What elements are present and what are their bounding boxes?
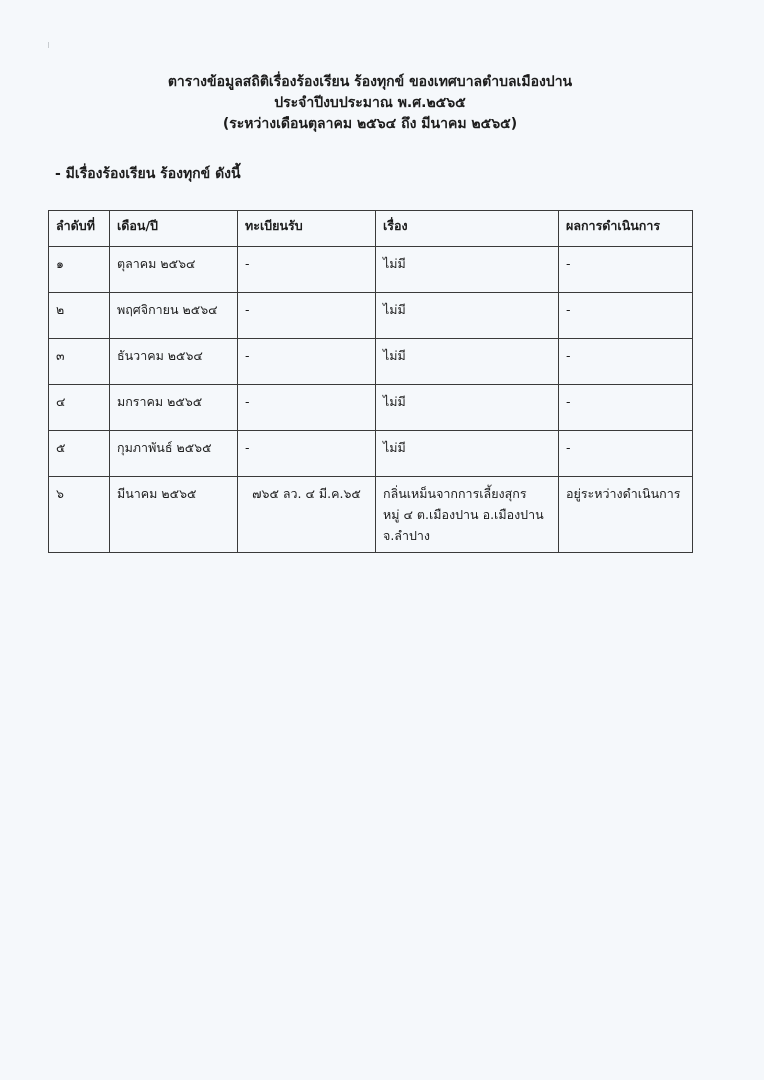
cell-seq: ๑ xyxy=(49,247,110,293)
scan-mark xyxy=(48,42,52,48)
cell-month: มีนาคม ๒๕๖๕ xyxy=(110,477,238,553)
subject-line-1: กลิ่นเหม็นจากการเลี้ยงสุกร xyxy=(383,486,527,501)
cell-result: อยู่ระหว่างดำเนินการ xyxy=(559,477,693,553)
table-row xyxy=(49,431,693,477)
cell-result: - xyxy=(559,293,693,339)
cell-month: มกราคม ๒๕๖๕ xyxy=(110,385,238,431)
cell-registry: - xyxy=(238,339,376,385)
cell-seq: ๖ xyxy=(49,477,110,553)
header-registry: ทะเบียนรับ xyxy=(238,211,376,247)
cell-subject: ไม่มี xyxy=(376,293,559,339)
cell-registry: - xyxy=(238,247,376,293)
cell-seq: ๕ xyxy=(49,431,110,477)
complaints-table xyxy=(48,210,693,553)
cell-month: กุมภาพันธ์ ๒๕๖๕ xyxy=(110,431,238,477)
cell-subject: ไม่มี xyxy=(376,385,559,431)
cell-subject xyxy=(376,477,559,553)
table-row xyxy=(49,477,693,553)
header-subject: เรื่อง xyxy=(376,211,559,247)
cell-seq: ๔ xyxy=(49,385,110,431)
header-month: เดือน/ปี xyxy=(110,211,238,247)
cell-registry: - xyxy=(238,293,376,339)
table-header-row xyxy=(49,211,693,247)
table-row xyxy=(49,247,693,293)
subheading: - มีเรื่องร้องเรียน ร้องทุกข์ ดังนี้ xyxy=(55,166,241,182)
cell-month: ธันวาคม ๒๕๖๔ xyxy=(110,339,238,385)
cell-result: - xyxy=(559,385,693,431)
table-row xyxy=(49,339,693,385)
cell-seq: ๒ xyxy=(49,293,110,339)
cell-month: ตุลาคม ๒๕๖๔ xyxy=(110,247,238,293)
cell-result: - xyxy=(559,247,693,293)
cell-registry: - xyxy=(238,385,376,431)
cell-subject: ไม่มี xyxy=(376,247,559,293)
title-block xyxy=(0,72,740,135)
cell-seq: ๓ xyxy=(49,339,110,385)
header-result: ผลการดำเนินการ xyxy=(559,211,693,247)
cell-result: - xyxy=(559,431,693,477)
title-line-3: (ระหว่างเดือนตุลาคม ๒๕๖๔ ถึง มีนาคม ๒๕๖๕) xyxy=(222,116,518,132)
header-seq: ลำดับที่ xyxy=(49,211,110,247)
table-row xyxy=(49,293,693,339)
cell-month: พฤศจิกายน ๒๕๖๔ xyxy=(110,293,238,339)
cell-subject: ไม่มี xyxy=(376,431,559,477)
subject-line-2: หมู่ ๔ ต.เมืองปาน อ.เมืองปาน xyxy=(383,507,544,522)
subject-line-3: จ.ลำปาง xyxy=(383,528,431,543)
cell-registry: - xyxy=(238,431,376,477)
cell-registry: ๗๖๕ ลว. ๔ มี.ค.๖๕ xyxy=(238,477,376,553)
title-line-1: ตารางข้อมูลสถิติเรื่องร้องเรียน ร้องทุกข์ ของเทศบาลตำบลเมืองปาน xyxy=(167,74,573,90)
table-row xyxy=(49,385,693,431)
cell-result: - xyxy=(559,339,693,385)
cell-subject: ไม่มี xyxy=(376,339,559,385)
title-line-2: ประจำปีงบประมาณ พ.ศ.๒๕๖๕ xyxy=(274,95,466,111)
